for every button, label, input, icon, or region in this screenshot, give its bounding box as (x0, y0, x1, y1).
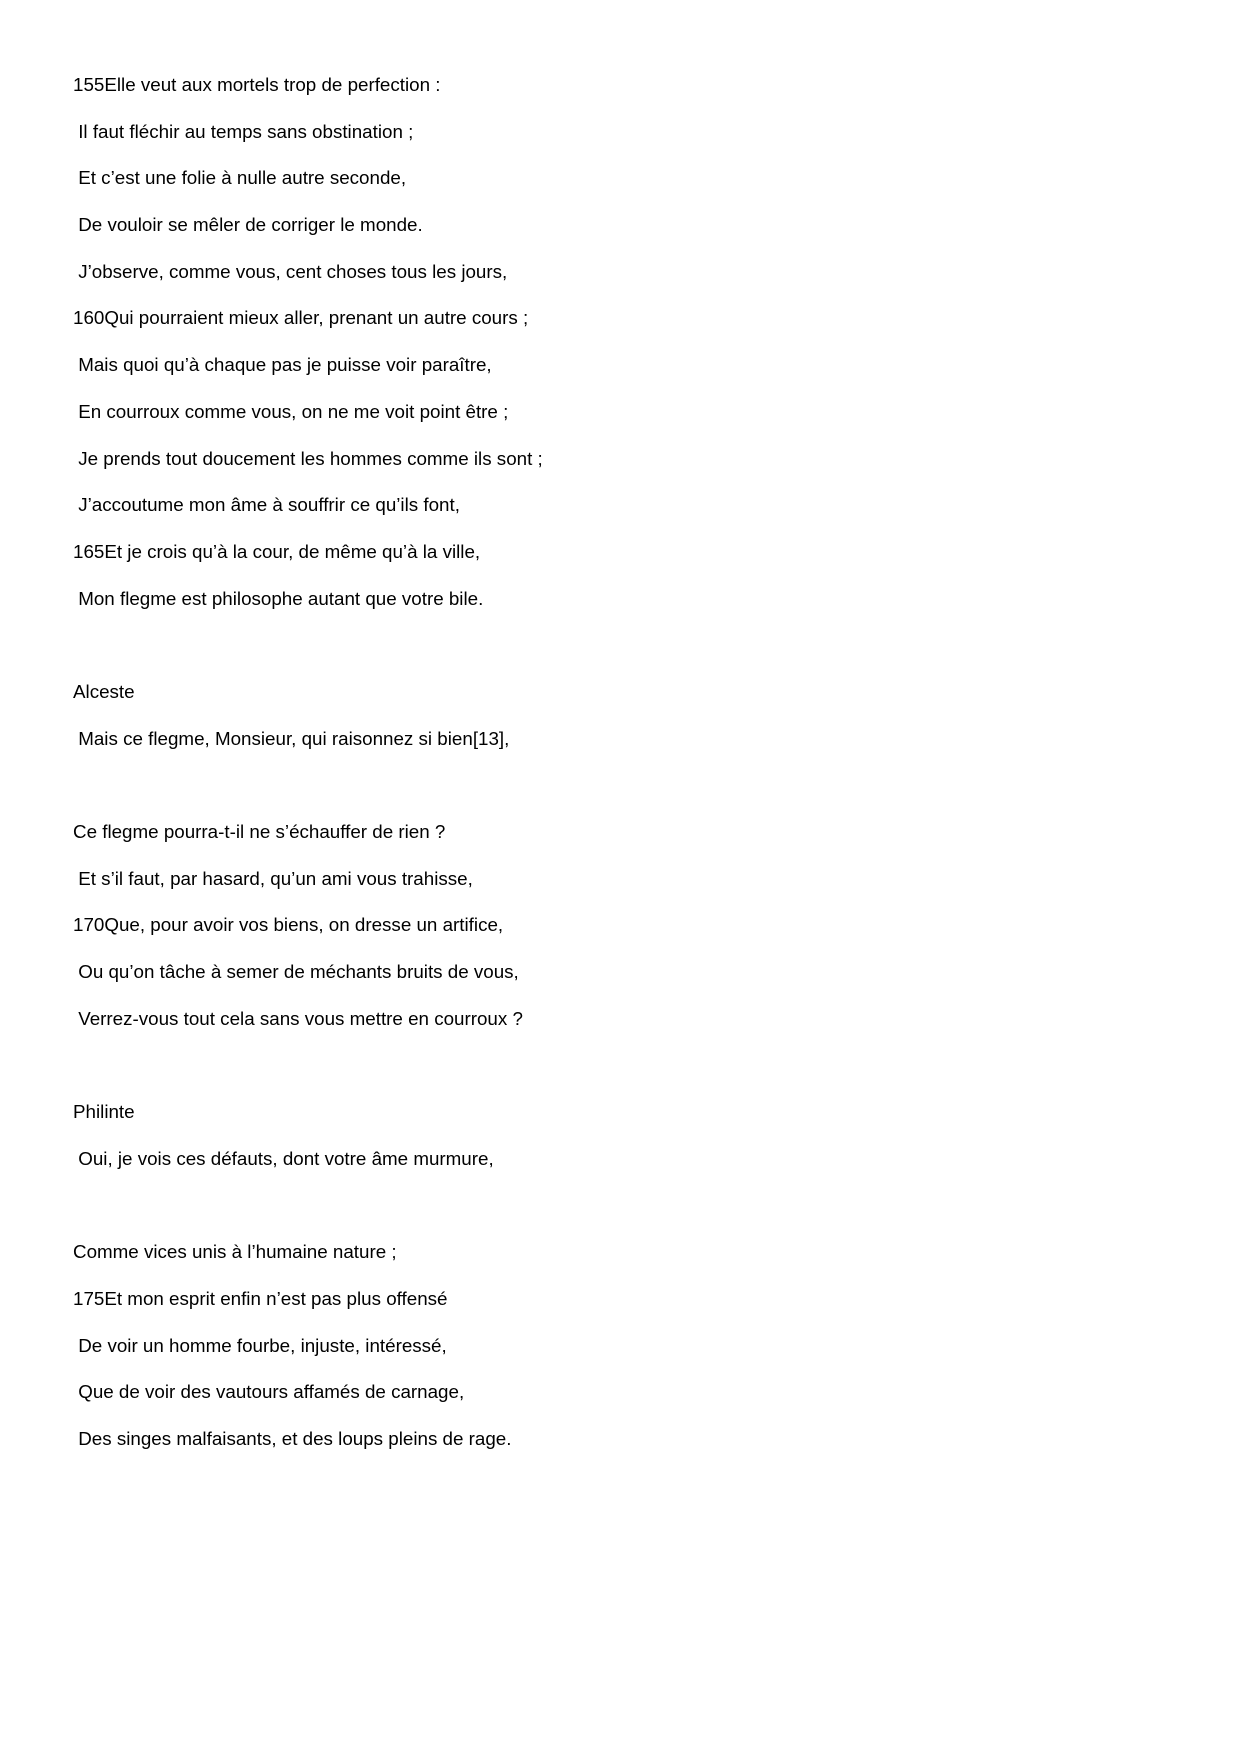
verse-line: De vouloir se mêler de corriger le monde. (73, 214, 423, 236)
verse-line: Des singes malfaisants, et des loups pleins de rage. (73, 1427, 512, 1449)
verse-line: Mon flegme est philosophe autant que votre bile. (73, 587, 484, 609)
verse-line: 170Que, pour avoir vos biens, on dresse un artifice, (73, 914, 504, 936)
verse-line: Mais quoi qu’à chaque pas je puisse voir paraître, (73, 354, 492, 376)
verse-line: Que de voir des vautours affamés de carnage, (73, 1381, 465, 1403)
text-block (73, 809, 1242, 1042)
verse-line: Et s’il faut, par hasard, qu’un ami vous trahisse, (73, 867, 473, 889)
text-block (73, 1229, 1242, 1462)
verse-line: Comme vices unis à l’humaine nature ; (73, 1241, 397, 1263)
verse-line: 165Et je crois qu’à la cour, de même qu’à la ville, (73, 540, 481, 562)
verse-line: En courroux comme vous, on ne me voit point être ; (73, 400, 509, 422)
verse-line: Je prends tout doucement les hommes comme ils sont ; (73, 447, 543, 469)
verse-line: De voir un homme fourbe, injuste, intéressé, (73, 1334, 447, 1356)
verse-line: Ce flegme pourra-t-il ne s’échauffer de rien ? (73, 821, 446, 842)
speaker-name: Philinte (73, 1101, 135, 1123)
verse-line: Mais ce flegme, Monsieur, qui raisonnez si bien[13], (73, 727, 510, 749)
verse-line: Et c’est une folie à nulle autre seconde, (73, 167, 407, 189)
verse-line: Verrez-vous tout cela sans vous mettre en courroux ? (73, 1007, 523, 1029)
verse-line: Ou qu’on tâche à semer de méchants bruits de vous, (73, 961, 519, 983)
verse-line: J’observe, comme vous, cent choses tous les jours, (73, 260, 508, 282)
speaker-block (73, 1089, 1242, 1182)
verse-line: 160Qui pourraient mieux aller, prenant un autre cours ; (73, 307, 529, 329)
text-block (73, 62, 1242, 622)
verse-line: Oui, je vois ces défauts, dont votre âme murmure, (73, 1147, 494, 1169)
verse-line: J’accoutume mon âme à souffrir ce qu’ils font, (73, 494, 460, 516)
speaker-block (73, 669, 1242, 762)
verse-line: 175Et mon esprit enfin n’est pas plus offensé (73, 1287, 448, 1309)
speaker-name: Alceste (73, 680, 135, 702)
verse-line: Il faut fléchir au temps sans obstination ; (73, 120, 414, 142)
verse-line: 155Elle veut aux mortels trop de perfection : (73, 74, 441, 95)
